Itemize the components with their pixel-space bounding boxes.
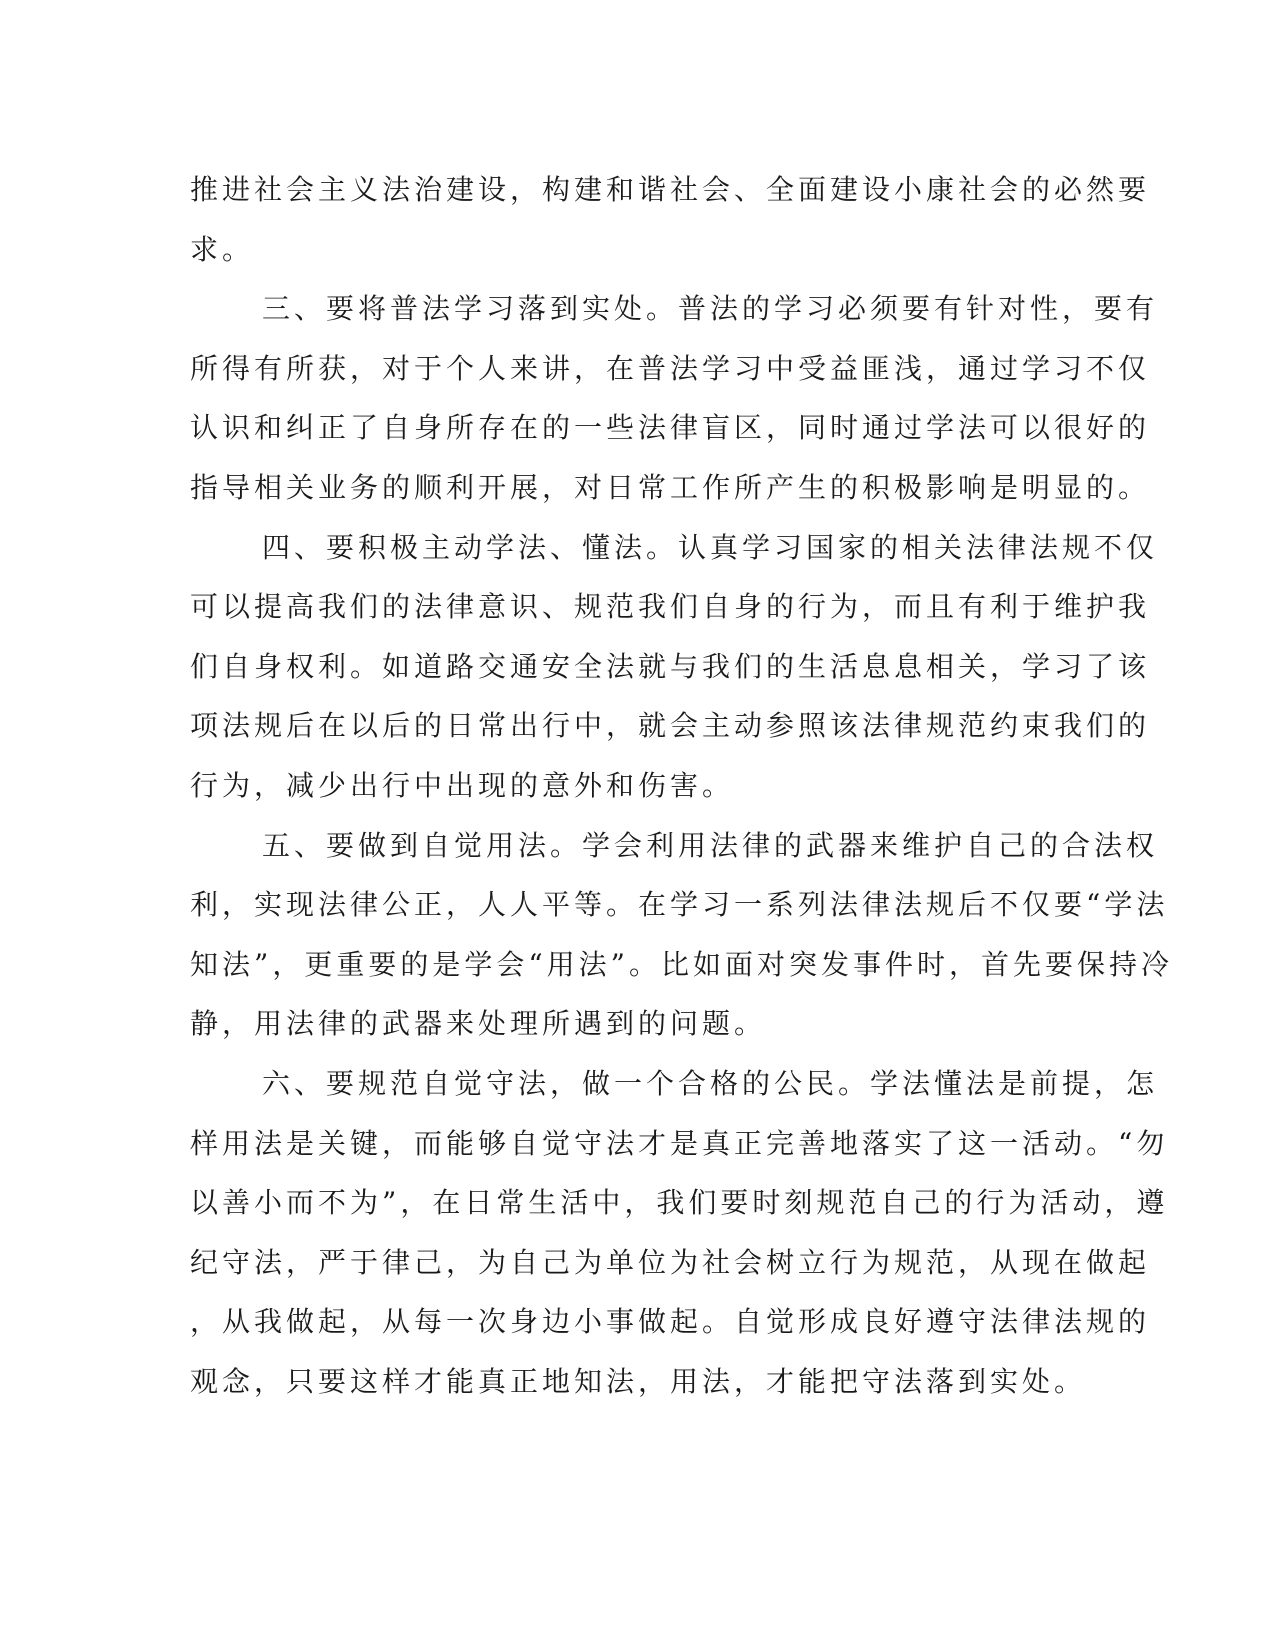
text-line: 样用法是关键，而能够自觉守法才是真正完善地落实了这一活动。“勿 <box>190 1126 1169 1160</box>
text-line: 纪守法，严于律己，为自己为单位为社会树立行为规范，从现在做起 <box>190 1245 1151 1279</box>
text-line: 静，用法律的武器来处理所遇到的问题。 <box>190 1007 767 1041</box>
text-line: 利，实现法律公正，人人平等。在学习一系列法律法规后不仅要“学法 <box>190 888 1169 922</box>
text-line: 观念，只要这样才能真正地知法，用法，才能把守法落到实处。 <box>190 1364 1087 1398</box>
text-line: 推进社会主义法治建设，构建和谐社会、全面建设小康社会的必然要 <box>190 173 1151 206</box>
text-line: 认识和纠正了自身所存在的一些法律盲区，同时通过学法可以很好的 <box>190 411 1151 445</box>
paragraph-first-line: 四、要积极主动学法、懂法。认真学习国家的相关法律法规不仅 <box>262 530 1159 564</box>
text-line: 求。 <box>190 232 255 266</box>
text-line: ，从我做起，从每一次身边小事做起。自觉形成良好遵守法律法规的 <box>190 1305 1151 1339</box>
text-line: 指导相关业务的顺利开展，对日常工作所产生的积极影响是明显的。 <box>190 470 1151 504</box>
paragraph-first-line: 三、要将普法学习落到实处。普法的学习必须要有针对性，要有 <box>262 292 1159 326</box>
paragraph-first-line: 五、要做到自觉用法。学会利用法律的武器来维护自己的合法权 <box>262 828 1159 862</box>
text-line: 所得有所获，对于个人来讲，在普法学习中受益匪浅，通过学习不仅 <box>190 351 1151 385</box>
paragraph-first-line: 六、要规范自觉守法，做一个合格的公民。学法懂法是前提，怎 <box>262 1066 1159 1100</box>
text-line: 行为，减少出行中出现的意外和伤害。 <box>190 768 735 802</box>
text-line: 项法规后在以后的日常出行中，就会主动参照该法律规范约束我们的 <box>190 709 1151 743</box>
document-body <box>190 160 1173 1411</box>
text-line: 可以提高我们的法律意识、规范我们自身的行为，而且有利于维护我 <box>190 590 1151 624</box>
text-line: 们自身权利。如道路交通安全法就与我们的生活息息相关，学习了该 <box>190 649 1151 683</box>
text-line: 以善小而不为”，在日常生活中，我们要时刻规范自己的行为活动，遵 <box>190 1186 1169 1220</box>
text-line: 知法”，更重要的是学会“用法”。比如面对突发事件时，首先要保持冷 <box>190 947 1173 981</box>
